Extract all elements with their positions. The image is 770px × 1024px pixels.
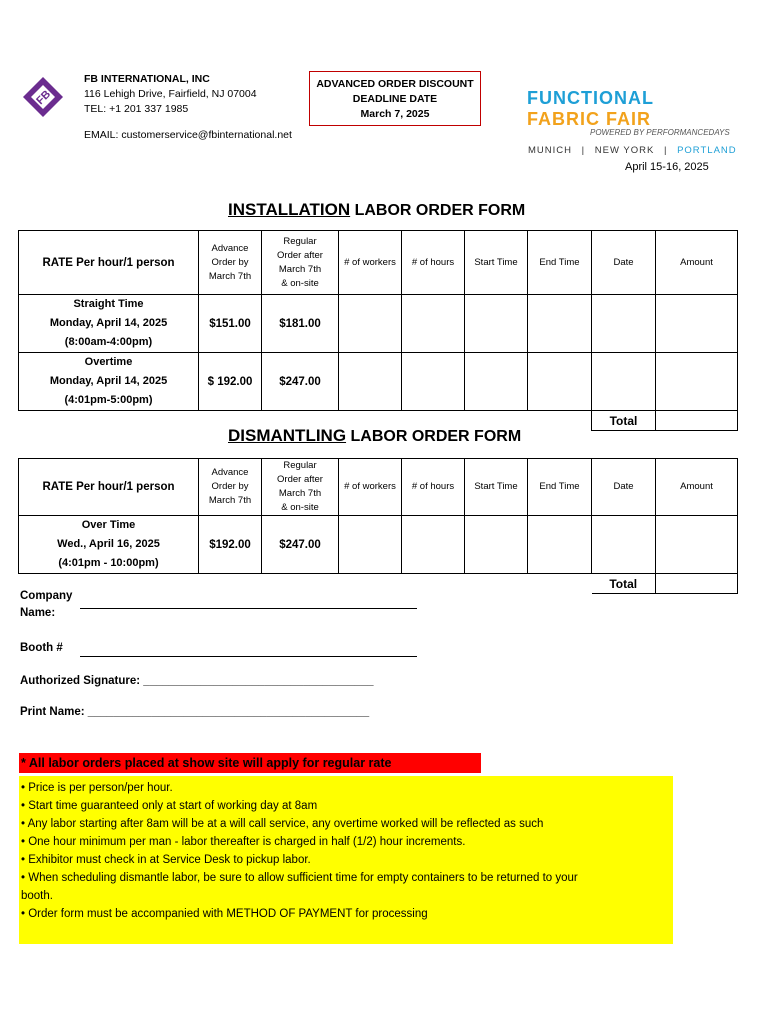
start-time-input[interactable] (465, 353, 528, 411)
list-item: • Price is per person/per hour. (21, 782, 173, 794)
workers-input[interactable] (339, 353, 402, 411)
hours-input[interactable] (402, 295, 465, 353)
dismantling-title-rest: LABOR ORDER FORM (350, 428, 522, 445)
hours-input[interactable] (402, 516, 465, 574)
col-rate: RATE Per hour/1 person (19, 231, 199, 295)
advance-price: $ 192.00 (199, 353, 262, 411)
row-label: Overtime Monday, April 14, 2025 (4:01pm-5:00pm) (19, 353, 199, 411)
end-time-input[interactable] (528, 516, 592, 574)
col-workers: # of workers (339, 231, 402, 295)
end-time-input[interactable] (528, 295, 592, 353)
list-item: • Start time guaranteed only at start of working day at 8am (21, 800, 318, 812)
workers-input[interactable] (339, 295, 402, 353)
total-row (19, 574, 738, 594)
fair-cities (528, 145, 737, 156)
end-time-input[interactable] (528, 353, 592, 411)
deadline-date: March 7, 2025 (360, 108, 430, 120)
table-header-row (19, 231, 738, 295)
deadline-line2: DEADLINE DATE (352, 93, 438, 105)
total-label: Total (592, 574, 656, 594)
col-amount: Amount (656, 231, 738, 295)
date-input[interactable] (592, 295, 656, 353)
table-header-row (19, 459, 738, 516)
table-row (19, 353, 738, 411)
col-date: Date (592, 459, 656, 516)
hours-input[interactable] (402, 353, 465, 411)
company-name-label: Company Name: (20, 590, 73, 619)
city-new-york: NEW YORK (594, 145, 655, 156)
dismantling-table (18, 458, 738, 594)
table-row (19, 516, 738, 574)
col-amount: Amount (656, 459, 738, 516)
col-advance: Advance Order by March 7th (199, 459, 262, 516)
col-end-time: End Time (528, 459, 592, 516)
signature-field[interactable]: Authorized Signature: ____________________________________ (20, 675, 374, 687)
installation-title (228, 200, 525, 220)
amount-input[interactable] (656, 353, 738, 411)
booth-label: Booth # (20, 642, 63, 654)
date-input[interactable] (592, 516, 656, 574)
col-start-time: Start Time (465, 231, 528, 295)
event-dates: April 15-16, 2025 (625, 161, 709, 173)
date-input[interactable] (592, 353, 656, 411)
company-phone: TEL: +1 201 337 1985 (84, 103, 189, 115)
deadline-box (309, 71, 481, 126)
start-time-input[interactable] (465, 295, 528, 353)
col-end-time: End Time (528, 231, 592, 295)
regular-rate-banner: * All labor orders placed at show site will apply for regular rate (19, 753, 481, 773)
fair-title-2: FABRIC FAIR (527, 109, 652, 129)
col-start-time: Start Time (465, 459, 528, 516)
advance-price: $151.00 (199, 295, 262, 353)
booth-field[interactable] (80, 656, 417, 657)
regular-price: $247.00 (262, 516, 339, 574)
regular-price: $247.00 (262, 353, 339, 411)
list-item: • Any labor starting after 8am will be at a will call service, any overtime worked will be reflected as such (21, 818, 544, 830)
fair-powered-by: POWERED BY PERFORMANCEDAYS (590, 128, 730, 137)
workers-input[interactable] (339, 516, 402, 574)
col-regular: Regular Order after March 7th & on-site (262, 459, 339, 516)
dismantling-title-underlined: DISMANTLING (228, 426, 347, 445)
print-name-field[interactable]: Print Name: ____________________________________________ (20, 706, 370, 718)
city-separator: | (581, 145, 586, 156)
total-label: Total (592, 411, 656, 431)
installation-title-rest: LABOR ORDER FORM (354, 202, 526, 219)
col-workers: # of workers (339, 459, 402, 516)
city-munich: MUNICH (528, 145, 572, 156)
row-label: Over Time Wed., April 16, 2025 (4:01pm - 10:00pm) (19, 516, 199, 574)
col-regular: Regular Order after March 7th & on-site (262, 231, 339, 295)
regular-price: $181.00 (262, 295, 339, 353)
advance-price: $192.00 (199, 516, 262, 574)
deadline-line1: ADVANCED ORDER DISCOUNT (316, 78, 474, 90)
list-item: • One hour minimum per man - labor thereafter is charged in half (1/2) hour increments. (21, 836, 466, 848)
notes-box (19, 776, 673, 944)
company-logo (22, 76, 64, 118)
col-rate: RATE Per hour/1 person (19, 459, 199, 516)
amount-input[interactable] (656, 516, 738, 574)
company-name-field[interactable] (80, 608, 417, 609)
list-item: • Exhibitor must check in at Service Desk to pickup labor. (21, 854, 311, 866)
list-item: • When scheduling dismantle labor, be sure to allow sufficient time for empty containers to be returned to your (21, 872, 578, 884)
col-advance: Advance Order by March 7th (199, 231, 262, 295)
dismantling-title (228, 426, 521, 446)
row-label: Straight Time Monday, April 14, 2025 (8:00am-4:00pm) (19, 295, 199, 353)
total-amount-input[interactable] (656, 574, 738, 594)
company-name: FB INTERNATIONAL, INC (84, 73, 210, 85)
col-date: Date (592, 231, 656, 295)
city-portland: PORTLAND (677, 145, 737, 156)
installation-title-underlined: INSTALLATION (228, 200, 351, 219)
city-separator: | (663, 145, 668, 156)
total-amount-input[interactable] (656, 411, 738, 431)
col-hours: # of hours (402, 231, 465, 295)
col-hours: # of hours (402, 459, 465, 516)
list-item: booth. (21, 890, 53, 902)
fair-logo-title (527, 88, 654, 130)
logo-initials: FB (34, 88, 54, 108)
company-address: 116 Lehigh Drive, Fairfield, NJ 07004 (84, 88, 257, 100)
installation-table (18, 230, 738, 431)
start-time-input[interactable] (465, 516, 528, 574)
list-item: • Order form must be accompanied with METHOD OF PAYMENT for processing (21, 908, 428, 920)
fair-title-1: FUNCTIONAL (527, 88, 654, 108)
amount-input[interactable] (656, 295, 738, 353)
company-info (84, 72, 257, 117)
company-email: EMAIL: customerservice@fbinternational.net (84, 129, 292, 141)
table-row (19, 295, 738, 353)
